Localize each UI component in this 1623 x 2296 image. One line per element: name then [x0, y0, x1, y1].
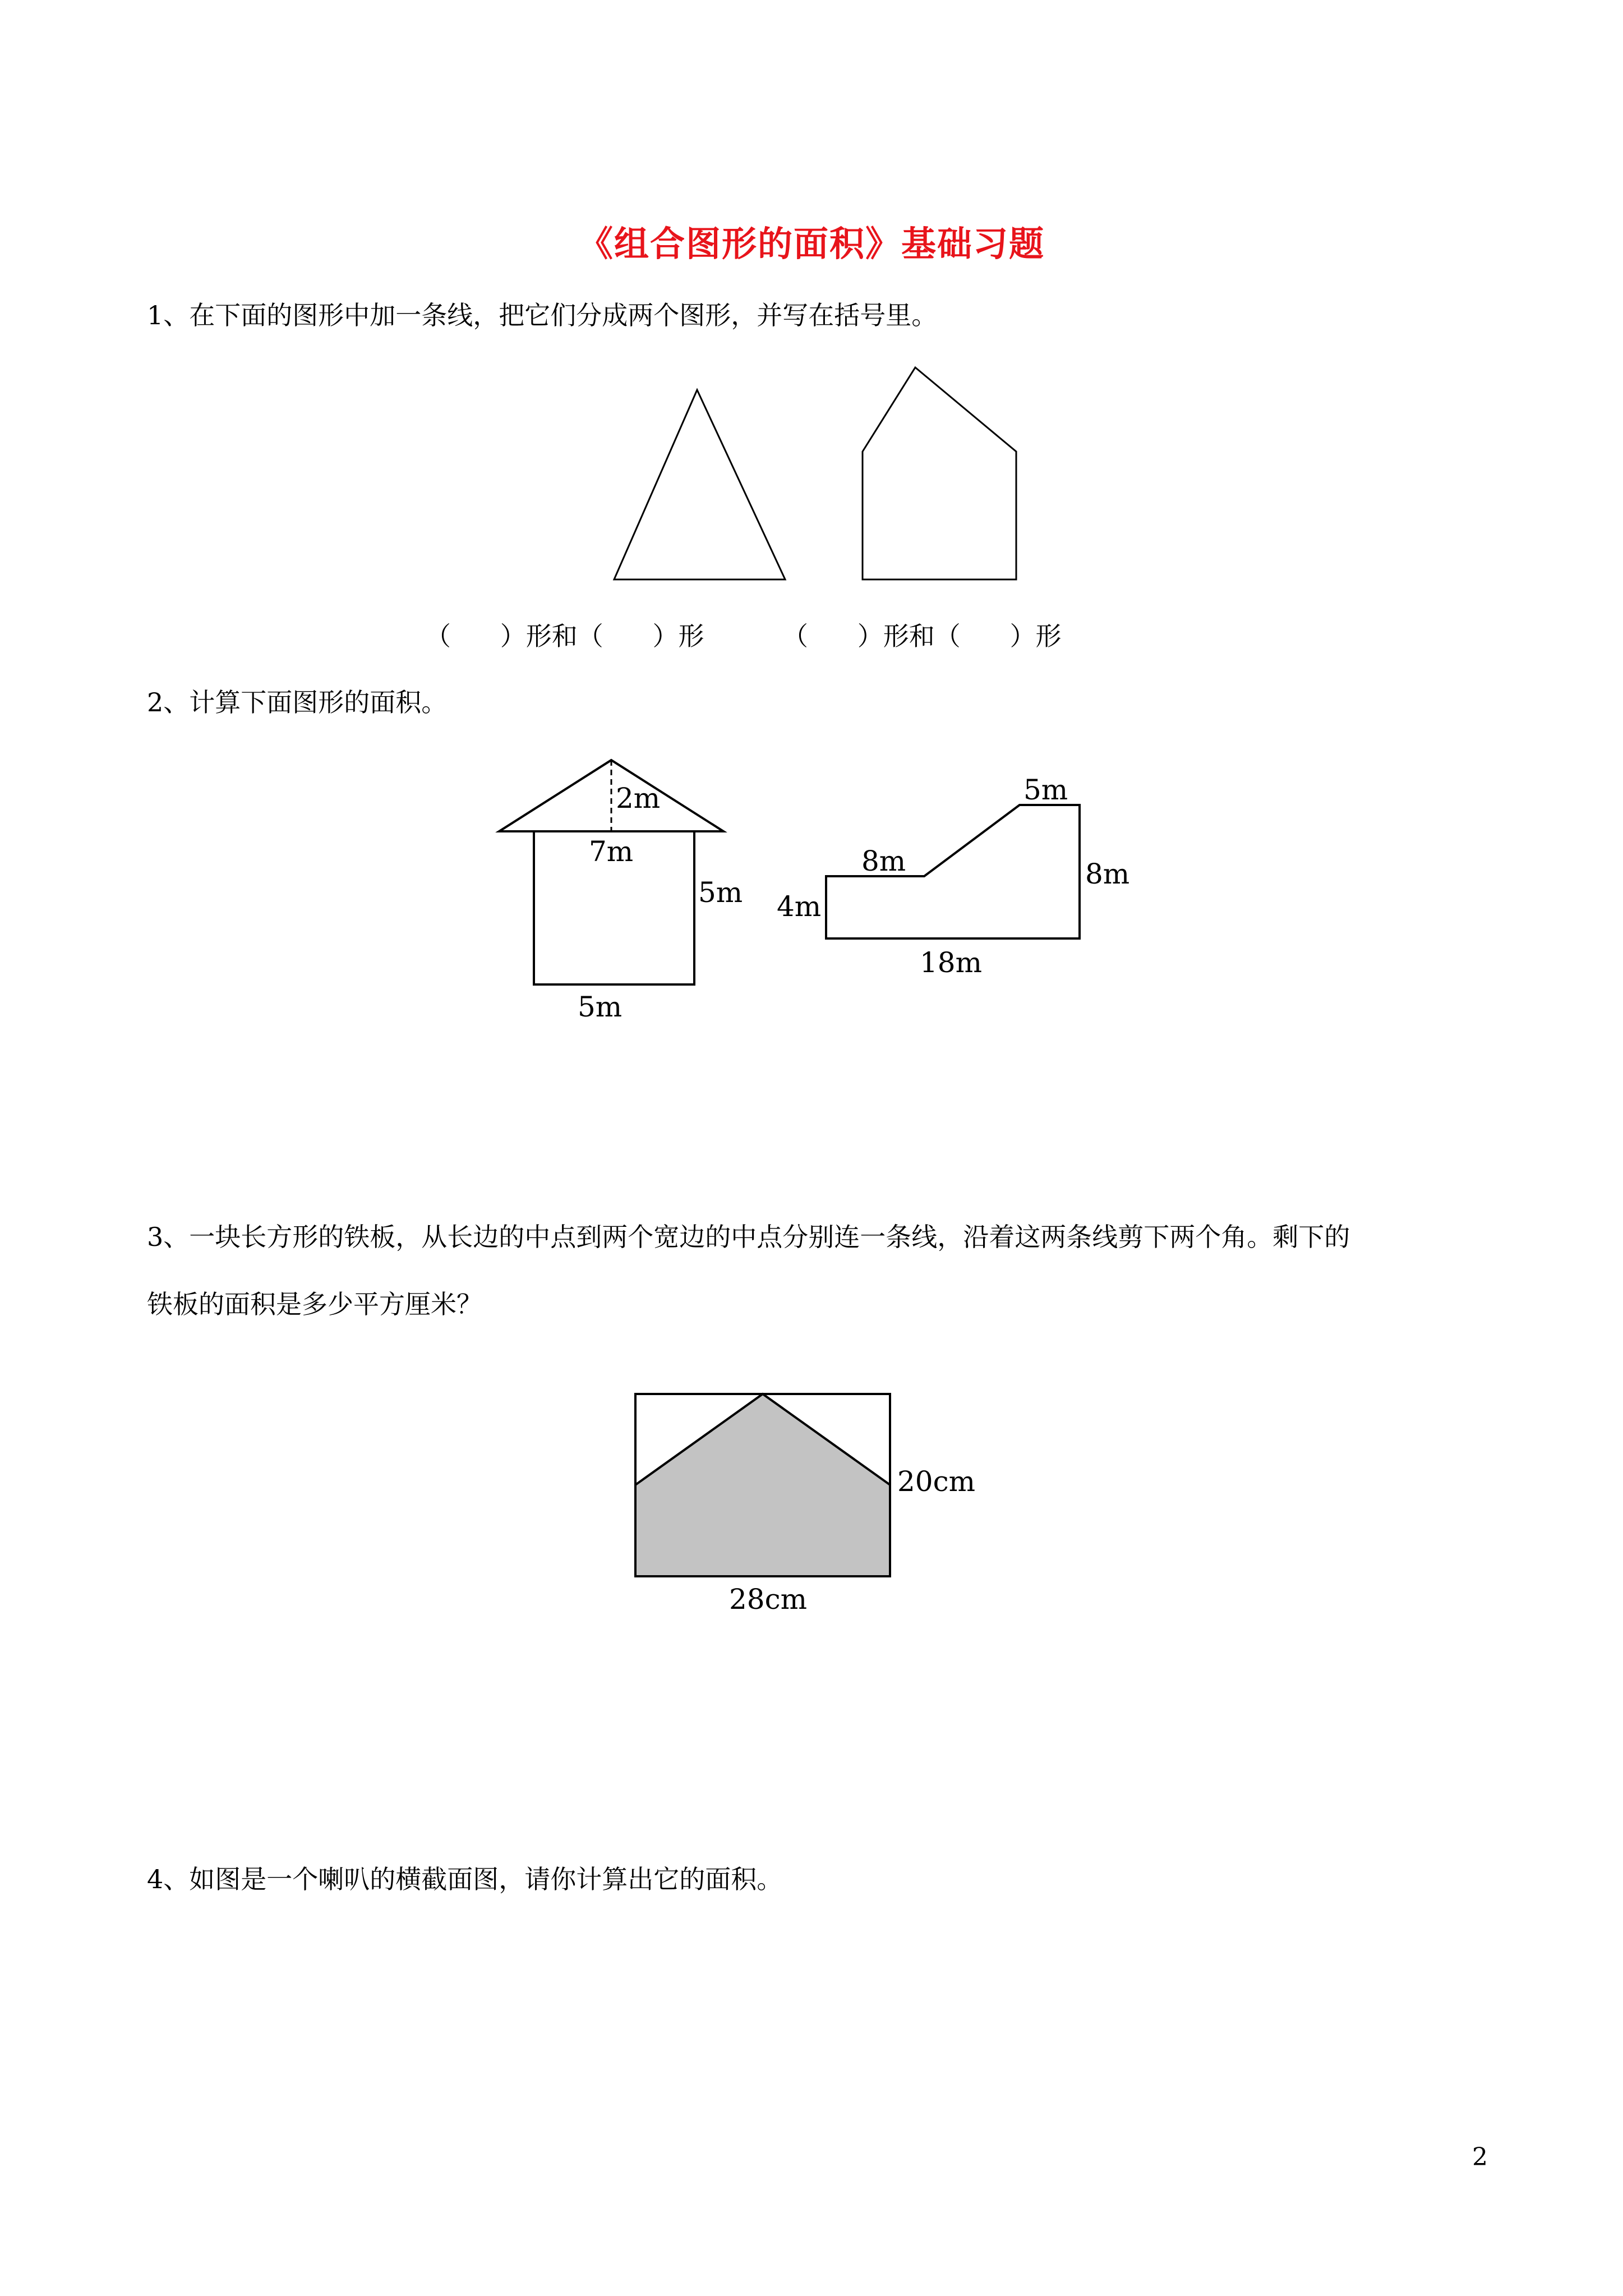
label-width: 20cm — [897, 1465, 976, 1498]
step-figure — [777, 774, 1129, 979]
pentagon-shape — [863, 367, 1016, 579]
shaded-remaining-plate — [635, 1394, 890, 1576]
label-left: 4m — [777, 890, 822, 923]
label-wall-base: 5m — [578, 991, 623, 1023]
label-wall-height: 5m — [698, 876, 743, 909]
question-3-line-2: 铁板的面积是多少平方厘米？ — [147, 1289, 482, 1319]
label-length: 28cm — [729, 1583, 808, 1616]
label-top: 5m — [1023, 774, 1068, 806]
label-roof-base: 7m — [589, 835, 634, 868]
page-number: 2 — [1472, 2143, 1488, 2171]
question-3-line-1: 3、一块长方形的铁板，从长边的中点到两个宽边的中点分别连一条线，沿着这两条线剪下两个角。剩下的 — [147, 1222, 1350, 1252]
q1-blank-left[interactable]: （ ）形和（ ）形 — [425, 621, 704, 651]
label-middle: 8m — [861, 845, 906, 877]
label-roof-height: 2m — [616, 782, 661, 815]
q2-figures — [477, 746, 1161, 1038]
triangle-shape — [614, 390, 785, 579]
question-2: 2、计算下面图形的面积。 — [147, 687, 448, 717]
question-1: 1、在下面的图形中加一条线，把它们分成两个图形，并写在括号里。 — [147, 300, 938, 330]
house-figure — [499, 760, 743, 1023]
q3-figure — [623, 1380, 1026, 1621]
q1-blank-right[interactable]: （ ）形和（ ）形 — [782, 621, 1062, 651]
label-right: 8m — [1085, 858, 1130, 890]
question-4: 4、如图是一个喇叭的横截面图，请你计算出它的面积。 — [147, 1864, 783, 1894]
label-bottom: 18m — [920, 946, 983, 979]
page-title: 《组合图形的面积》基础习题 — [578, 223, 1045, 264]
q1-figures — [594, 359, 1032, 589]
